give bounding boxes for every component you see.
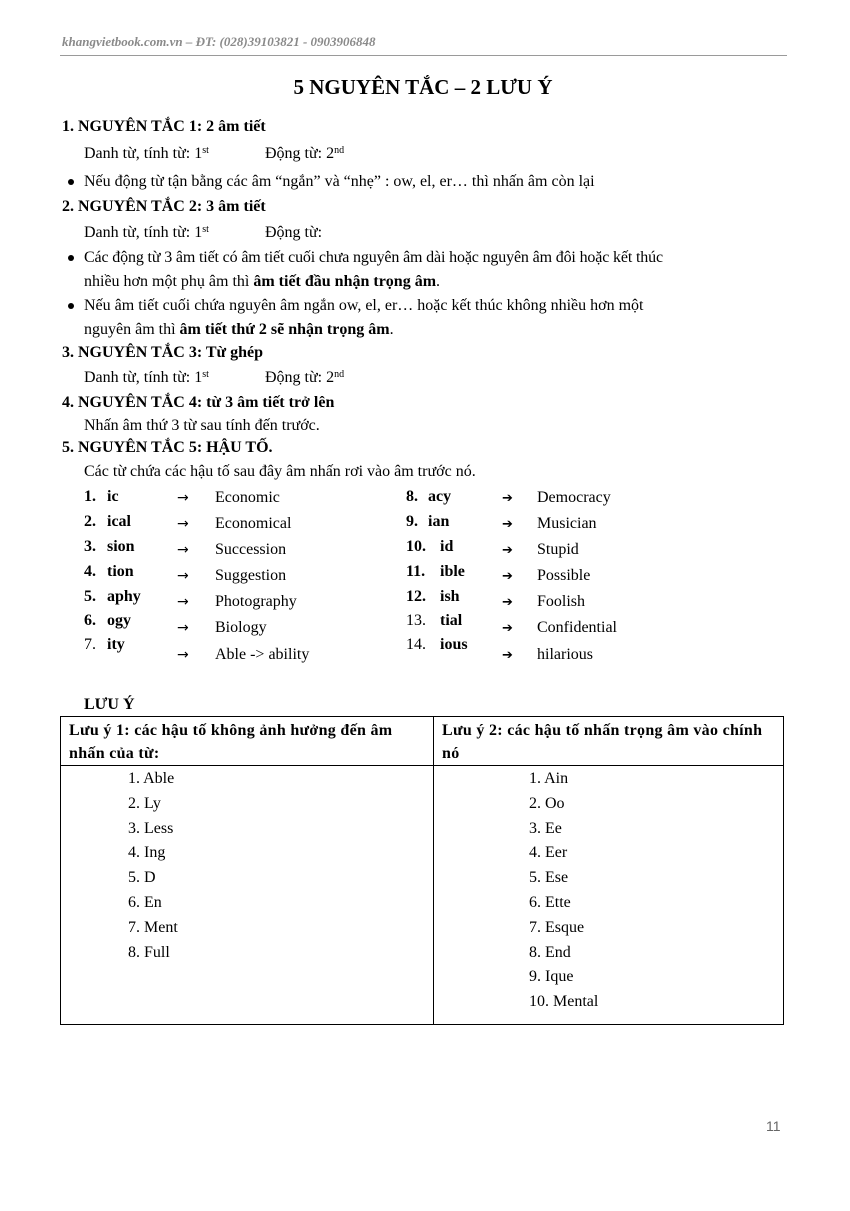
- list-item: 8. Full: [128, 943, 170, 961]
- suffix-example: Economical: [215, 515, 292, 532]
- rule3-verb-text: Động từ: 2: [265, 369, 335, 386]
- suffix-name: ish: [440, 588, 460, 605]
- rule1-noun-adj-text: Danh từ, tính từ: 1: [84, 145, 203, 162]
- arrow-right-icon: →: [177, 490, 189, 506]
- suffix-num: 9.: [406, 513, 418, 530]
- suffix-name: ical: [107, 513, 131, 530]
- suffix-num: 10.: [406, 538, 426, 555]
- suffix-example: Possible: [537, 567, 591, 584]
- arrow-right-icon: →: [177, 568, 189, 584]
- suffix-num: 11.: [406, 563, 426, 580]
- rule3-heading: 3. NGUYÊN TẮC 3: Từ ghép: [62, 344, 264, 361]
- rule1-verb-sup: nd: [334, 145, 345, 156]
- suffix-num: 6.: [84, 612, 96, 629]
- arrow-right-icon: ➔: [502, 491, 513, 506]
- rule2-noun-adj: [84, 223, 209, 243]
- suffix-name: sion: [107, 538, 135, 555]
- list-item: 10. Mental: [529, 993, 599, 1011]
- rule1-verb-text: Động từ: 2: [265, 145, 335, 162]
- suffix-num: 7.: [84, 636, 96, 653]
- suffix-num: 12.: [406, 588, 426, 605]
- suffix-name: ogy: [107, 612, 131, 629]
- list-item: 5. Ese: [529, 869, 569, 887]
- note1-header: Lưu ý 1: các hậu tố không ảnh hưởng đến âm nhấn của từ:: [69, 722, 393, 762]
- suffix-name: acy: [428, 488, 452, 505]
- bullet-icon: [68, 303, 74, 309]
- note2-header: Lưu ý 2: các hậu tố nhấn trọng âm vào chính nó: [442, 722, 763, 762]
- suffix-name: ious: [440, 636, 468, 653]
- rule2-bullet2-text: nguyên âm thì: [84, 321, 180, 338]
- suffix-name: tial: [440, 612, 463, 629]
- arrow-right-icon: →: [177, 594, 189, 610]
- list-item: 3. Ee: [529, 819, 562, 837]
- suffix-example: Democracy: [537, 489, 611, 506]
- rule2-verb: Động từ:: [265, 224, 323, 241]
- suffix-num: 2.: [84, 513, 96, 530]
- bullet-icon: [68, 179, 74, 185]
- list-item: 1. Able: [128, 770, 175, 787]
- rule2-noun-sup: st: [202, 224, 209, 235]
- rule3-noun-sup: st: [202, 369, 209, 380]
- suffix-name: ible: [440, 563, 465, 580]
- suffix-name: tion: [107, 563, 134, 580]
- list-item: 7. Esque: [529, 918, 585, 936]
- note2-list-cell: [434, 766, 784, 1025]
- rule4-line: Nhấn âm thứ 3 từ sau tính đến trước.: [84, 417, 320, 434]
- list-item: 6. En: [128, 893, 162, 911]
- arrow-right-icon: ➔: [502, 648, 513, 663]
- rule4-heading: 4. NGUYÊN TẮC 4: từ 3 âm tiết trở lên: [62, 394, 335, 411]
- list-item: 4. Eer: [529, 844, 568, 862]
- arrow-right-icon: →: [177, 542, 189, 558]
- note2-list: [434, 766, 783, 1015]
- suffix-num: 1.: [84, 488, 96, 505]
- list-item: 7. Ment: [128, 918, 178, 936]
- arrow-right-icon: ➔: [502, 543, 513, 558]
- rule2-bullet1-line1: Các động từ 3 âm tiết có âm tiết cuối chưa nguyên âm dài hoặc nguyên âm đôi hoặc kết thúc: [84, 249, 663, 266]
- rule5-line: Các từ chứa các hậu tố sau đây âm nhấn rơi vào âm trước nó.: [84, 463, 476, 480]
- suffix-name: id: [440, 538, 454, 555]
- note1-list: [61, 766, 433, 965]
- suffix-num: 14.: [406, 636, 426, 653]
- page-header: khangvietbook.com.vn – ĐT: (028)39103821 - 0903906848: [62, 34, 376, 49]
- notes-heading: LƯU Ý: [84, 696, 135, 713]
- arrow-right-icon: →: [177, 620, 189, 636]
- rule2-bullet1-text: nhiều hơn một phụ âm thì: [84, 273, 254, 290]
- list-item: 9. Ique: [529, 968, 574, 986]
- bullet-icon: [68, 255, 74, 261]
- arrow-right-icon: →: [177, 647, 189, 663]
- rule2-bullet1-line2: [84, 272, 440, 292]
- suffix-num: 13.: [406, 612, 426, 629]
- note2-header-cell: [434, 717, 784, 766]
- rule3-noun-adj-text: Danh từ, tính từ: 1: [84, 369, 203, 386]
- rule3-verb: [265, 368, 344, 388]
- suffix-example: Photography: [215, 593, 297, 610]
- suffix-num: 5.: [84, 588, 96, 605]
- rule2-noun-adj-text: Danh từ, tính từ: 1: [84, 224, 203, 241]
- suffix-num: 3.: [84, 538, 96, 555]
- suffix-example: hilarious: [537, 646, 593, 663]
- list-item: 1. Ain: [529, 770, 569, 787]
- arrow-right-icon: ➔: [502, 569, 513, 584]
- suffix-example: Economic: [215, 489, 280, 506]
- rule2-bullet1-end: .: [436, 273, 441, 290]
- notes-header-row: [61, 717, 784, 766]
- rule1-noun-adj: [84, 144, 209, 164]
- notes-table: [60, 716, 784, 1025]
- arrow-right-icon: ➔: [502, 595, 513, 610]
- rule1-heading: 1. NGUYÊN TẮC 1: 2 âm tiết: [62, 118, 266, 135]
- rule2-bullet2-emphasis: âm tiết thứ 2 sẽ nhận trọng âm: [179, 321, 390, 338]
- rule1-noun-sup: st: [202, 145, 209, 156]
- header-divider: [60, 55, 787, 56]
- suffix-num: 4.: [84, 563, 96, 580]
- list-item: 2. Ly: [128, 794, 161, 812]
- rule1-verb: [265, 144, 344, 164]
- suffix-example: Confidential: [537, 619, 617, 636]
- suffix-example: Biology: [215, 619, 267, 636]
- list-item: 3. Less: [128, 819, 174, 837]
- suffix-name: ian: [428, 513, 450, 530]
- suffix-name: aphy: [107, 588, 141, 605]
- suffix-example: Succession: [215, 541, 287, 558]
- list-item: 4. Ing: [128, 844, 166, 862]
- list-item: 2. Oo: [529, 794, 565, 812]
- rule1-bullet: Nếu động từ tận bằng các âm “ngắn” và “nhẹ” : ow, el, er… thì nhấn âm còn lại: [84, 173, 595, 190]
- suffix-name: ic: [107, 488, 119, 505]
- note1-header-cell: [61, 717, 434, 766]
- rule3-noun-adj: [84, 368, 209, 388]
- suffix-example: Suggestion: [215, 567, 287, 584]
- suffix-example: Able -> ability: [215, 646, 310, 663]
- suffix-example: Foolish: [537, 593, 586, 610]
- rule2-heading: 2. NGUYÊN TẮC 2: 3 âm tiết: [62, 198, 266, 215]
- rule2-bullet1-emphasis: âm tiết đầu nhận trọng âm: [253, 273, 437, 290]
- note1-list-cell: [61, 766, 434, 1025]
- rule2-bullet2-line2: [84, 320, 394, 340]
- rule2-bullet2-line1: Nếu âm tiết cuối chứa nguyên âm ngắn ow, el, er… hoặc kết thúc không nhiều hơn một: [84, 297, 644, 314]
- rule3-verb-sup: nd: [334, 369, 345, 380]
- suffix-num: 8.: [406, 488, 418, 505]
- suffix-example: Musician: [537, 515, 597, 532]
- notes-body-row: [61, 766, 784, 1025]
- arrow-right-icon: ➔: [502, 517, 513, 532]
- arrow-right-icon: →: [177, 516, 189, 532]
- arrow-right-icon: ➔: [502, 621, 513, 636]
- rule2-bullet2-end: .: [389, 321, 394, 338]
- suffix-name: ity: [107, 636, 125, 653]
- rule5-heading: 5. NGUYÊN TẮC 5: HẬU TỐ.: [62, 439, 273, 456]
- suffix-example: Stupid: [537, 541, 579, 558]
- page-number: 11: [766, 1118, 781, 1134]
- list-item: 8. End: [529, 943, 571, 961]
- list-item: 6. Ette: [529, 893, 571, 911]
- list-item: 5. D: [128, 869, 156, 887]
- page-title: 5 NGUYÊN TẮC – 2 LƯU Ý: [293, 75, 553, 99]
